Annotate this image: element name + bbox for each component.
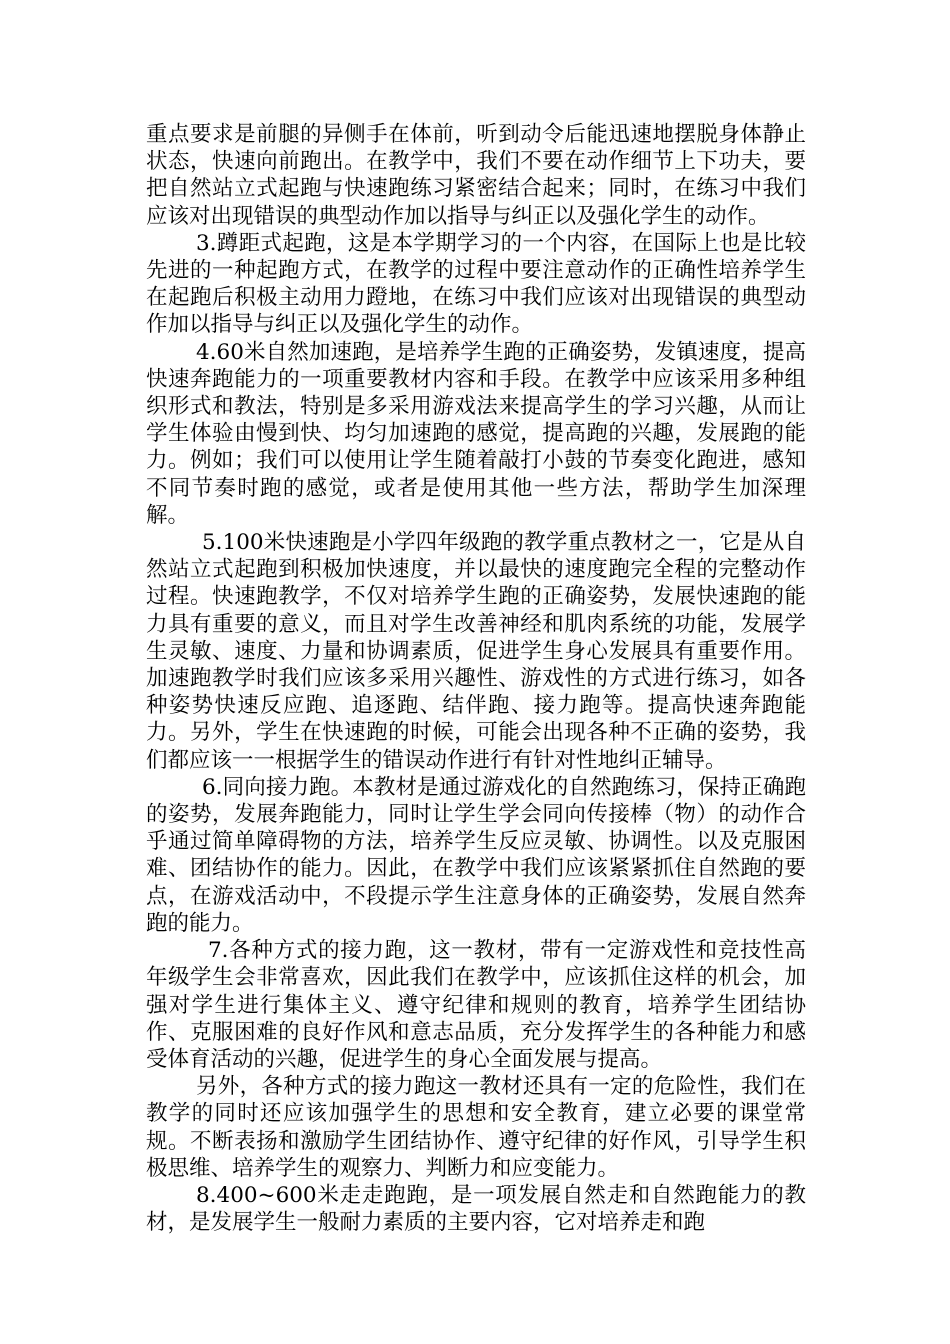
paragraph-safety-note: 另外，各种方式的接力跑这一教材还具有一定的危险性，我们在教学的同时还应该加强学生的思想和安全教育，建立必要的课堂常规。不断表扬和激励学生团结协作、遵守纪律的好作风，引导学生积极思维、培养学生的观察力、判断力和应变能力。 bbox=[146, 1074, 806, 1181]
paragraph-start-requirements: 重点要求是前腿的异侧手在体前，听到动令后能迅速地摆脱身体静止状态，快速向前跑出。在教学中，我们不要在动作细节上下功夫，要把自然站立式起跑与快速跑练习紧密结合起来；同时，在练习中我们应该对出现错误的典型动作加以指导与纠正以及强化学生的动作。 bbox=[146, 122, 806, 229]
paragraph-100m-sprint: 5.100米快速跑是小学四年级跑的教学重点教材之一，它是从自然站立式起跑到积极加快速度，并以最快的速度跑完全程的完整动作过程。快速跑教学，不仅对培养学生跑的正确姿势，发展快速跑的能力具有重要的意义，而且对学生改善神经和肌肉系统的功能，发展学生灵敏、速度、力量和协调素质，促进学生身心发展具有重要作用。加速跑教学时我们应该多采用兴趣性、游戏性的方式进行练习，如各种姿势快速反应跑、追逐跑、结伴跑、接力跑等。提高快速奔跑能力。另外，学生在快速跑的时候，可能会出现各种不正确的姿势，我们都应该一一根据学生的错误动作进行有针对性地纠正辅导。 bbox=[146, 530, 806, 773]
paragraph-crouch-start: 3.蹲距式起跑，这是本学期学习的一个内容，在国际上也是比较先进的一种起跑方式，在教学的过程中要注意动作的正确性培养学生在起跑后积极主动用力蹬地，在练习中我们应该对出现错误的典型动作加以指导与纠正以及强化学生的动作。 bbox=[146, 230, 806, 338]
paragraph-relay-same-direction: 6.同向接力跑。本教材是通过游戏化的自然跑练习，保持正确跑的姿势，发展奔跑能力，同时让学生学会同向传接棒（物）的动作合乎通过简单障碍物的方法，培养学生反应灵敏、协调性。以及克服困难、团结协作的能力。因此，在教学中我们应该紧紧抓住自然跑的要点，在游戏活动中，不段提示学生注意身体的正确姿势，发展自然奔跑的能力。 bbox=[146, 774, 806, 936]
paragraph-60m-acceleration: 4.60米自然加速跑，是培养学生跑的正确姿势，发镇速度，提高快速奔跑能力的一项重要教材内容和手段。在教学中应该采用多种组织形式和教法，特别是多采用游戏法来提高学生的学习兴趣，从而让学生体验由慢到快、均匀加速跑的感觉，提高跑的兴趣，发展跑的能力。例如；我们可以使用让学生随着敲打小鼓的节奏变化跑进，感知不同节奏时跑的感觉，或者是使用其他一些方法，帮助学生加深理解。 bbox=[146, 339, 806, 528]
paragraph-walk-run: 8.400~600米走走跑跑，是一项发展自然走和自然跑能力的教材，是发展学生一般耐力素质的主要内容，它对培养走和跑 bbox=[146, 1182, 806, 1236]
document-page bbox=[146, 121, 806, 1236]
paragraph-various-relays: 7.各种方式的接力跑，这一教材，带有一定游戏性和竞技性高年级学生会非常喜欢，因此我们在教学中，应该抓住这样的机会，加强对学生进行集体主义、遵守纪律和规则的教育，培养学生团结协作、克服困难的良好作风和意志品质，充分发挥学生的各种能力和感受体育活动的兴趣，促进学生的身心全面发展与提高。 bbox=[146, 938, 806, 1072]
